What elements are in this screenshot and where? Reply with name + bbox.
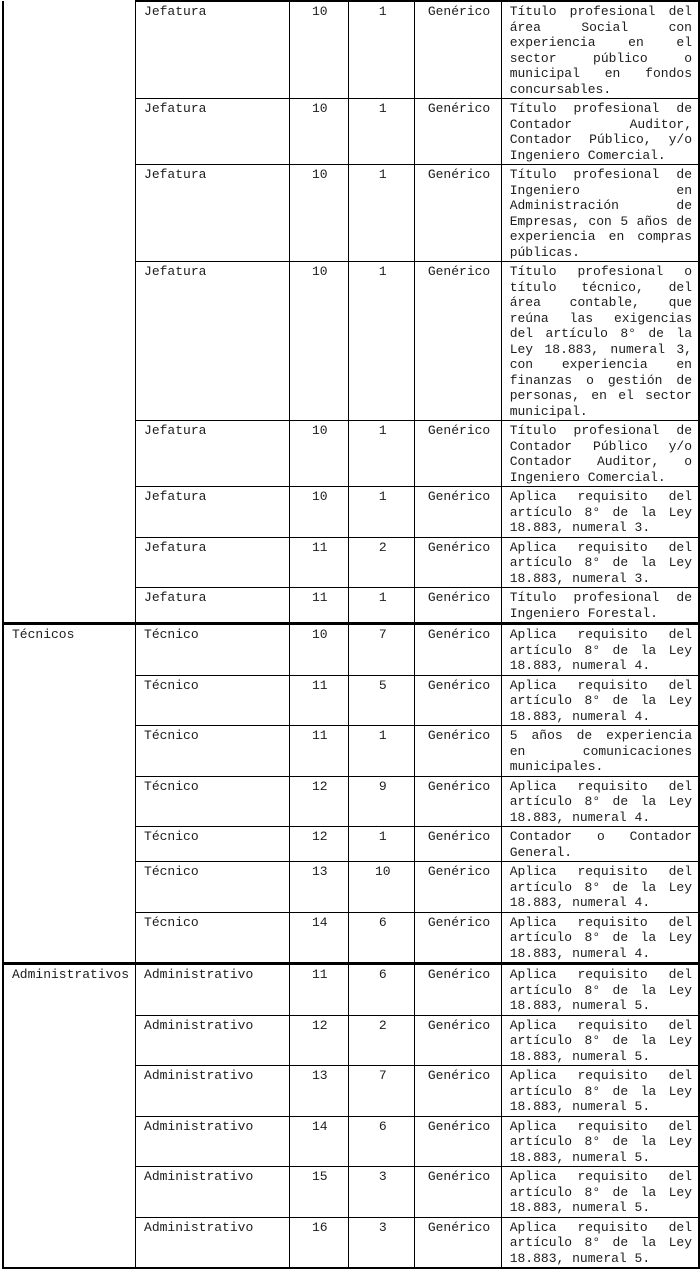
staffing-table-body — [3, 1, 699, 1268]
position-cell: Jefatura — [136, 165, 290, 262]
quality-cell: Genérico — [415, 165, 501, 262]
position-cell: Administrativo — [136, 1217, 290, 1268]
grade-cell: 11 — [289, 588, 349, 624]
grade-cell: 11 — [289, 675, 349, 726]
position-cell: Jefatura — [136, 588, 290, 624]
grade-cell: 10 — [289, 99, 349, 165]
category-cell: Administrativos — [3, 964, 136, 1269]
requirements-cell: Aplica requisito del artículo 8° de la Ley 18.883, numeral 5. — [501, 964, 699, 1016]
category-cell — [3, 1, 136, 624]
grade-cell: 12 — [289, 776, 349, 827]
requirements-cell: Aplica requisito del artículo 8° de la Ley 18.883, numeral 4. — [501, 675, 699, 726]
count-cell: 10 — [349, 862, 415, 913]
grade-cell: 10 — [289, 1, 349, 99]
position-cell: Técnico — [136, 912, 290, 964]
count-cell: 1 — [349, 588, 415, 624]
grade-cell: 16 — [289, 1217, 349, 1268]
position-cell: Jefatura — [136, 262, 290, 421]
position-cell: Técnico — [136, 862, 290, 913]
count-cell: 2 — [349, 1015, 415, 1066]
count-cell: 6 — [349, 912, 415, 964]
requirements-cell: Contador o Contador General. — [501, 827, 699, 862]
count-cell: 1 — [349, 827, 415, 862]
quality-cell: Genérico — [415, 1116, 501, 1167]
quality-cell: Genérico — [415, 862, 501, 913]
count-cell: 6 — [349, 1116, 415, 1167]
quality-cell: Genérico — [415, 1217, 501, 1268]
requirements-cell: Aplica requisito del artículo 8° de la Ley 18.883, numeral 5. — [501, 1066, 699, 1117]
grade-cell: 11 — [289, 726, 349, 777]
requirements-cell: Título profesional del área Social con experiencia en el sector público o municipal en fondos concursables. — [501, 1, 699, 99]
position-cell: Jefatura — [136, 99, 290, 165]
position-cell: Jefatura — [136, 421, 290, 487]
staffing-table — [2, 0, 700, 1269]
position-cell: Administrativo — [136, 1015, 290, 1066]
position-cell: Técnico — [136, 624, 290, 676]
count-cell: 1 — [349, 165, 415, 262]
quality-cell: Genérico — [415, 421, 501, 487]
requirements-cell: Aplica requisito del artículo 8° de la Ley 18.883, numeral 4. — [501, 862, 699, 913]
requirements-cell: 5 años de experiencia en comunicaciones municipales. — [501, 726, 699, 777]
grade-cell: 12 — [289, 1015, 349, 1066]
grade-cell: 10 — [289, 421, 349, 487]
count-cell: 1 — [349, 487, 415, 538]
table-row — [3, 624, 699, 676]
position-cell: Técnico — [136, 827, 290, 862]
quality-cell: Genérico — [415, 1015, 501, 1066]
position-cell: Jefatura — [136, 1, 290, 99]
position-cell: Administrativo — [136, 964, 290, 1016]
quality-cell: Genérico — [415, 588, 501, 624]
position-cell: Técnico — [136, 675, 290, 726]
quality-cell: Genérico — [415, 487, 501, 538]
grade-cell: 14 — [289, 912, 349, 964]
count-cell: 6 — [349, 964, 415, 1016]
count-cell: 3 — [349, 1167, 415, 1218]
quality-cell: Genérico — [415, 1167, 501, 1218]
count-cell: 1 — [349, 262, 415, 421]
requirements-cell: Aplica requisito del artículo 8° de la Ley 18.883, numeral 5. — [501, 1167, 699, 1218]
count-cell: 1 — [349, 99, 415, 165]
position-cell: Técnico — [136, 726, 290, 777]
count-cell: 1 — [349, 726, 415, 777]
grade-cell: 14 — [289, 1116, 349, 1167]
quality-cell: Genérico — [415, 776, 501, 827]
count-cell: 2 — [349, 537, 415, 588]
requirements-cell: Aplica requisito del artículo 8° de la Ley 18.883, numeral 5. — [501, 1217, 699, 1268]
count-cell: 1 — [349, 1, 415, 99]
grade-cell: 10 — [289, 487, 349, 538]
category-cell: Técnicos — [3, 624, 136, 964]
quality-cell: Genérico — [415, 827, 501, 862]
requirements-cell: Aplica requisito del artículo 8° de la Ley 18.883, numeral 5. — [501, 1116, 699, 1167]
requirements-cell: Aplica requisito del artículo 8° de la Ley 18.883, numeral 4. — [501, 776, 699, 827]
grade-cell: 15 — [289, 1167, 349, 1218]
position-cell: Jefatura — [136, 537, 290, 588]
grade-cell: 11 — [289, 537, 349, 588]
position-cell: Técnico — [136, 776, 290, 827]
requirements-cell: Título profesional de Contador Público y/o Contador Auditor, o Ingeniero Comercial. — [501, 421, 699, 487]
quality-cell: Genérico — [415, 624, 501, 676]
table-row — [3, 1, 699, 99]
requirements-cell: Título profesional o título técnico, del área contable, que reúna las exigencias del artículo 8° de la Ley 18.883, numeral 3, con experiencia en finanzas o gestión de personas, en el sector municipal. — [501, 262, 699, 421]
position-cell: Jefatura — [136, 487, 290, 538]
count-cell: 7 — [349, 1066, 415, 1117]
quality-cell: Genérico — [415, 99, 501, 165]
requirements-cell: Título profesional de Ingeniero Forestal. — [501, 588, 699, 624]
requirements-cell: Aplica requisito del artículo 8° de la Ley 18.883, numeral 3. — [501, 537, 699, 588]
position-cell: Administrativo — [136, 1167, 290, 1218]
quality-cell: Genérico — [415, 262, 501, 421]
quality-cell: Genérico — [415, 964, 501, 1016]
count-cell: 7 — [349, 624, 415, 676]
count-cell: 1 — [349, 421, 415, 487]
quality-cell: Genérico — [415, 537, 501, 588]
position-cell: Administrativo — [136, 1116, 290, 1167]
requirements-cell: Aplica requisito del artículo 8° de la Ley 18.883, numeral 4. — [501, 624, 699, 676]
requirements-cell: Título profesional de Contador Auditor, Contador Público, y/o Ingeniero Comercial. — [501, 99, 699, 165]
grade-cell: 10 — [289, 165, 349, 262]
count-cell: 3 — [349, 1217, 415, 1268]
quality-cell: Genérico — [415, 726, 501, 777]
count-cell: 5 — [349, 675, 415, 726]
grade-cell: 12 — [289, 827, 349, 862]
position-cell: Administrativo — [136, 1066, 290, 1117]
quality-cell: Genérico — [415, 1066, 501, 1117]
quality-cell: Genérico — [415, 675, 501, 726]
requirements-cell: Aplica requisito del artículo 8° de la Ley 18.883, numeral 3. — [501, 487, 699, 538]
table-row — [3, 964, 699, 1016]
quality-cell: Genérico — [415, 1, 501, 99]
quality-cell: Genérico — [415, 912, 501, 964]
grade-cell: 10 — [289, 262, 349, 421]
grade-cell: 13 — [289, 862, 349, 913]
grade-cell: 13 — [289, 1066, 349, 1117]
requirements-cell: Aplica requisito del artículo 8° de la Ley 18.883, numeral 4. — [501, 912, 699, 964]
grade-cell: 10 — [289, 624, 349, 676]
count-cell: 9 — [349, 776, 415, 827]
requirements-cell: Aplica requisito del artículo 8° de la Ley 18.883, numeral 5. — [501, 1015, 699, 1066]
grade-cell: 11 — [289, 964, 349, 1016]
requirements-cell: Título profesional de Ingeniero en Administración de Empresas, con 5 años de experiencia en compras públicas. — [501, 165, 699, 262]
